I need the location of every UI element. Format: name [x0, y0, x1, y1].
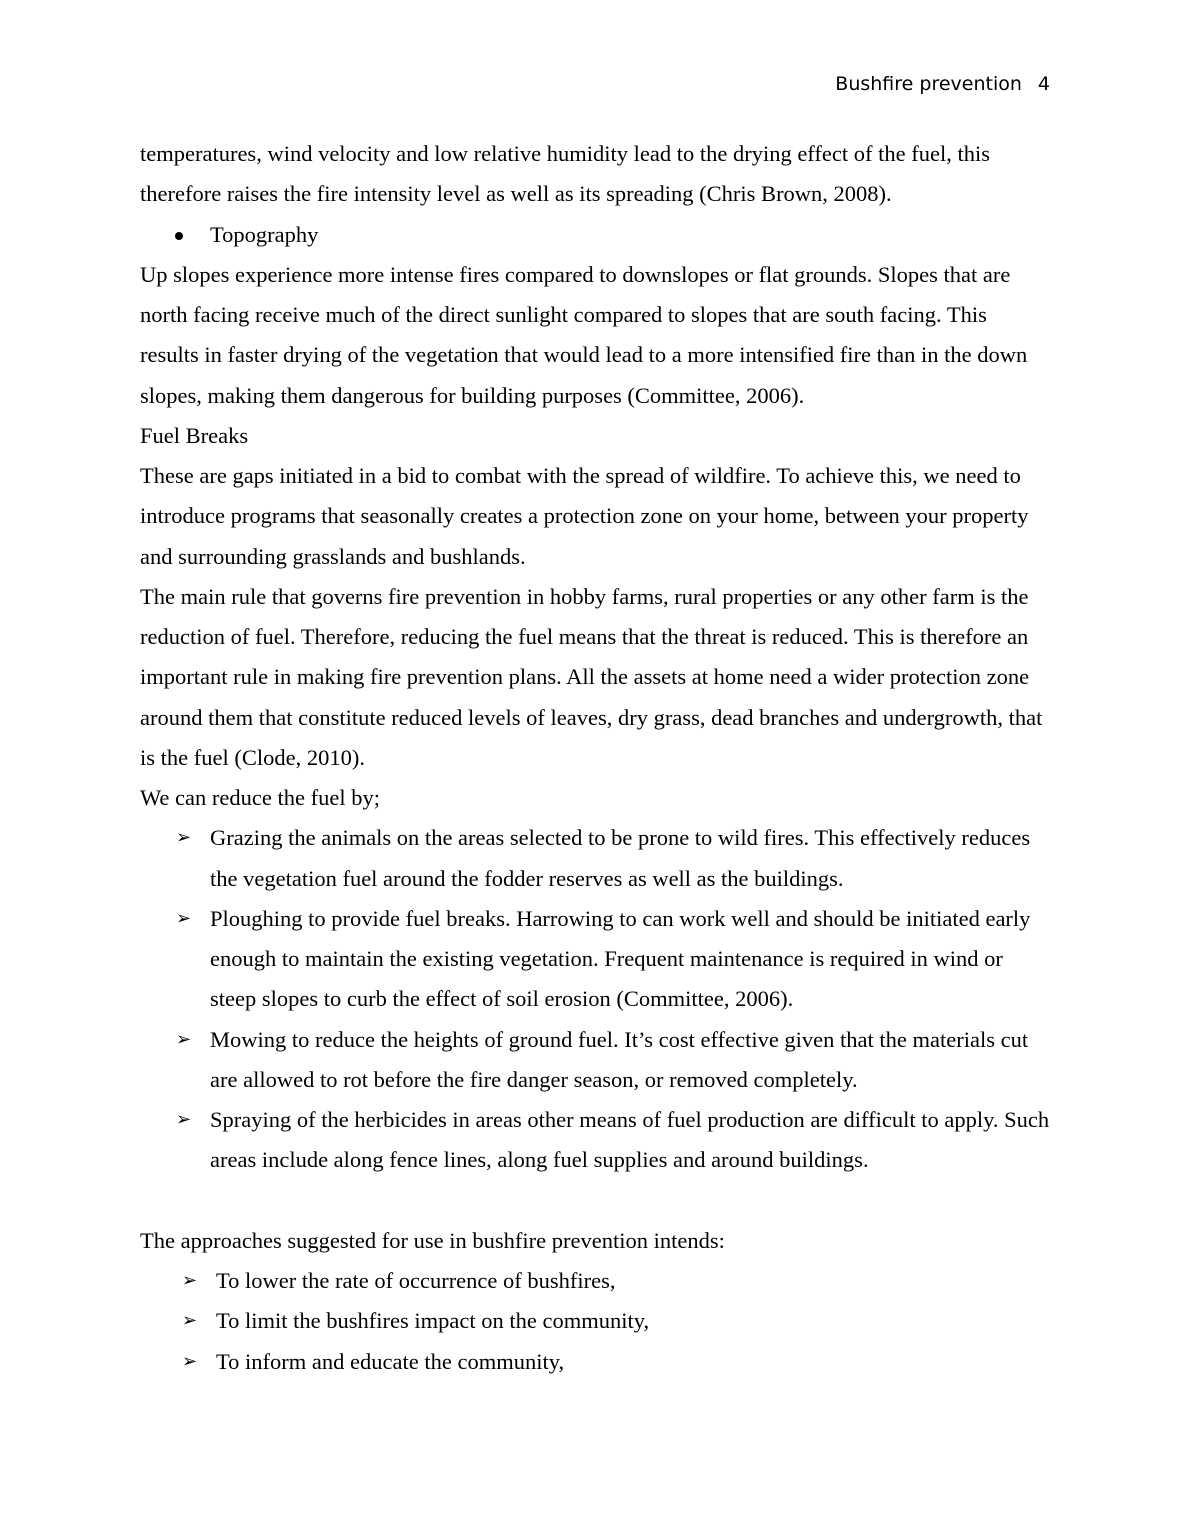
list-item-text: To inform and educate the community,	[216, 1348, 565, 1374]
running-head-title: Bushfire prevention	[835, 73, 1022, 95]
paragraph-approaches-intro: The approaches suggested for use in bushfire prevention intends:	[140, 1227, 725, 1253]
list-item-text: Spraying of the herbicides in areas other means of fuel production are difficult to apply. Such areas include along fence lines, along fuel supplies and around buildings.	[210, 1107, 1050, 1173]
list-item-text: To lower the rate of occurrence of bushfires,	[216, 1268, 616, 1293]
paragraph-topography: Up slopes experience more intense fires compared to downslopes or flat grounds. Slopes that are north facing receive much of the direct sunlight compared to slopes that are south facing. This results in faster drying of the vegetation that would lead to a more intensified fire than in the down slopes, making them dangerous for building purposes (Committee, 2006).	[140, 261, 1028, 408]
paragraph-continued: temperatures, wind velocity and low relative humidity lead to the drying effect of the fuel, this therefore raises the fire intensity level as well as its spreading (Chris Brown, 2008).	[140, 141, 990, 207]
blank-line	[140, 1181, 1050, 1221]
arrow-bullet-icon: ➢	[176, 1028, 192, 1050]
bullet-item-label: Topography	[210, 221, 319, 247]
section-heading-fuel-breaks: Fuel Breaks	[140, 422, 249, 448]
arrow-bullet-icon: ➢	[176, 907, 192, 929]
list-item	[140, 899, 1050, 1020]
paragraph-fuel-breaks: These are gaps initiated in a bid to combat with the spread of wildfire. To achieve this, we need to introduce programs that seasonally creates a protection zone on your home, between your property and surrounding grasslands and bushlands.	[140, 463, 1029, 569]
arrow-bullet-icon: ➢	[176, 1109, 192, 1130]
page-number: 4	[1037, 73, 1050, 95]
arrow-bullet-icon: ➢	[176, 827, 192, 849]
list-item	[140, 1020, 1050, 1101]
list-item-text: To limit the bushfires impact on the community,	[216, 1308, 650, 1334]
arrow-bullet-icon: ➢	[182, 1270, 198, 1291]
paragraph-main-rule: The main rule that governs fire prevention in hobby farms, rural properties or any other farm is the reduction of fuel. Therefore, reducing the fuel means that the threat is reduced. This is therefore an important rule in making fire prevention plans. All the assets at home need a wider protection zone around them that constitute reduced levels of leaves, dry grass, dead branches and undergrowth, that is the fuel (Clode, 2010).	[140, 583, 1043, 770]
bullet-dot-icon	[175, 232, 183, 240]
list-item	[140, 1342, 1050, 1382]
list-item	[140, 818, 1050, 899]
approaches-list	[140, 1261, 1050, 1382]
list-item-text: Grazing the animals on the areas selected to be prone to wild fires. This effectively reduces the vegetation fuel around the fodder reserves as well as the buildings.	[210, 825, 1031, 891]
fuel-reduction-list	[140, 818, 1050, 1180]
list-item	[140, 1261, 1050, 1301]
document-body	[140, 134, 1050, 1382]
list-item-text: Ploughing to provide fuel breaks. Harrowing to can work well and should be initiated early enough to maintain the existing vegetation. Frequent maintenance is required in wind or steep slopes to curb the effect of soil erosion (Committee, 2006).	[210, 905, 1031, 1012]
arrow-bullet-icon: ➢	[182, 1310, 198, 1332]
page-header	[835, 70, 1050, 98]
list-item-text: Mowing to reduce the heights of ground fuel. It’s cost effective given that the materials cut are allowed to rot before the fire danger season, or removed completely.	[210, 1026, 1029, 1092]
paragraph-reduce-fuel-intro: We can reduce the fuel by;	[140, 785, 380, 810]
bullet-item-topography	[140, 215, 1050, 255]
list-item	[140, 1100, 1050, 1181]
list-item	[140, 1301, 1050, 1341]
arrow-bullet-icon: ➢	[182, 1350, 198, 1372]
